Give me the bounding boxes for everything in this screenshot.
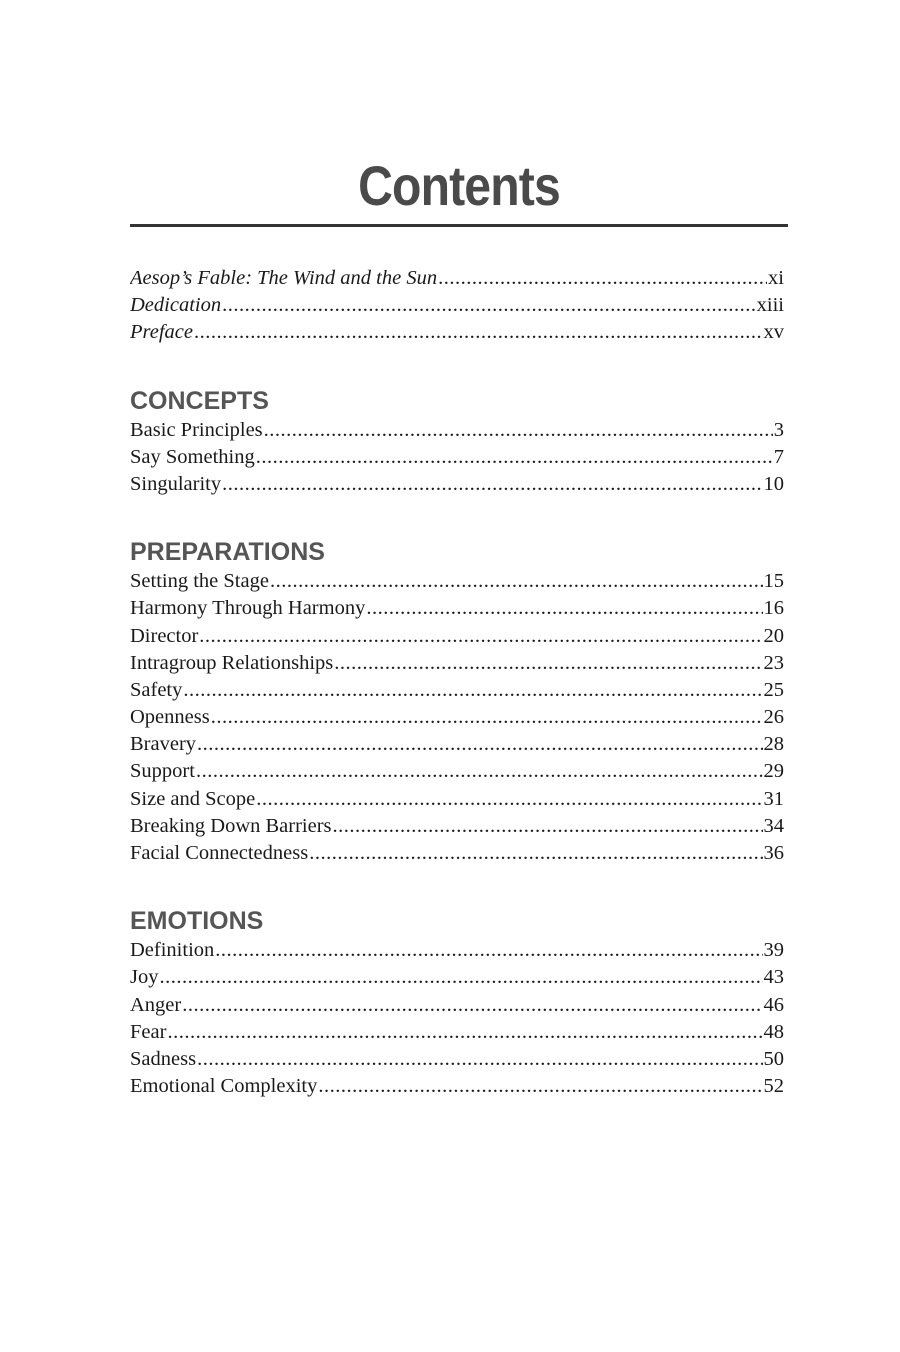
toc-entry-page: 48 xyxy=(763,1020,784,1043)
toc-entry-label: Size and Scope xyxy=(130,787,256,810)
toc-entry-page: 52 xyxy=(763,1075,784,1098)
toc-entry-sadness[interactable] xyxy=(130,1046,784,1073)
dot-leader xyxy=(183,677,762,704)
toc-entry-label: Safety xyxy=(130,678,183,701)
dot-leader xyxy=(438,265,767,292)
dot-leader xyxy=(211,704,763,731)
toc-entry-support[interactable] xyxy=(130,758,784,785)
toc-entry-label: Fear xyxy=(130,1020,167,1043)
toc-entry-label: Breaking Down Barriers xyxy=(130,814,332,837)
toc-entry-page: 43 xyxy=(763,966,784,989)
section-emotions xyxy=(130,907,784,1100)
toc-entry-page: 26 xyxy=(763,706,784,729)
toc-entry-joy[interactable] xyxy=(130,964,784,991)
toc-entry-page: 16 xyxy=(763,597,784,620)
dot-leader xyxy=(194,319,763,346)
dot-leader xyxy=(167,1019,762,1046)
section-heading: EMOTIONS xyxy=(130,907,264,936)
dot-leader xyxy=(222,292,756,319)
toc-entry-label: Singularity xyxy=(130,472,222,495)
toc-entry-page: 36 xyxy=(763,842,784,864)
dot-leader xyxy=(333,813,763,840)
toc-entry-label: Basic Principles xyxy=(130,418,263,441)
toc-entry-definition[interactable] xyxy=(130,937,784,964)
toc-entry-fear[interactable] xyxy=(130,1019,784,1046)
section-heading: PREPARATIONS xyxy=(130,538,325,567)
toc-entry-page: 15 xyxy=(763,570,784,593)
toc-entry-label: Definition xyxy=(130,939,215,962)
dot-leader xyxy=(196,758,763,785)
toc-entry-page: 34 xyxy=(763,814,784,837)
dot-leader xyxy=(309,840,762,867)
toc-entry-label: Preface xyxy=(130,321,193,344)
toc-entry-dedication[interactable] xyxy=(130,292,784,319)
toc-entry-bravery[interactable] xyxy=(130,731,784,758)
title-rule xyxy=(130,224,788,227)
toc-entry-page: 29 xyxy=(763,760,784,783)
dot-leader xyxy=(199,623,762,650)
toc-entry-safety[interactable] xyxy=(130,677,784,704)
dot-leader xyxy=(366,595,762,622)
toc-entry-label: Director xyxy=(130,624,199,647)
toc-entry-singularity[interactable] xyxy=(130,471,784,498)
toc-entry-page: 31 xyxy=(763,787,784,810)
dot-leader xyxy=(197,1046,762,1073)
dot-leader xyxy=(334,650,762,677)
toc-entry-breaking-down-barriers[interactable] xyxy=(130,813,784,840)
section-heading: CONCEPTS xyxy=(130,386,269,415)
toc-entry-page: xv xyxy=(763,321,784,344)
toc-entry-director[interactable] xyxy=(130,623,784,650)
toc-entry-preface[interactable] xyxy=(130,319,784,346)
dot-leader xyxy=(222,471,762,498)
toc-entry-page: 7 xyxy=(773,445,784,468)
toc-entry-openness[interactable] xyxy=(130,704,784,731)
section-preparations xyxy=(130,538,784,867)
toc-entry-page: 23 xyxy=(763,651,784,674)
page-title: Contents xyxy=(358,154,560,217)
toc-entry-page: 25 xyxy=(763,678,784,701)
dot-leader xyxy=(256,786,762,813)
section-concepts xyxy=(130,387,784,499)
front-matter-list xyxy=(130,265,784,347)
toc-entry-emotional-complexity[interactable] xyxy=(130,1073,784,1100)
toc-entry-label: Openness xyxy=(130,706,210,729)
toc-entry-page: 3 xyxy=(773,418,784,441)
toc-entry-page: 46 xyxy=(763,993,784,1016)
toc-entry-label: Facial Connectedness xyxy=(130,842,309,864)
toc-entry-intragroup-relationships[interactable] xyxy=(130,650,784,677)
dot-leader xyxy=(256,444,773,471)
dot-leader xyxy=(264,417,773,444)
toc-entry-page: 10 xyxy=(763,472,784,495)
toc-entry-label: Support xyxy=(130,760,195,783)
toc-entry-size-and-scope[interactable] xyxy=(130,786,784,813)
toc-entry-page: 39 xyxy=(763,939,784,962)
toc-entry-say-something[interactable] xyxy=(130,444,784,471)
toc-entry-label: Emotional Complexity xyxy=(130,1075,318,1098)
dot-leader xyxy=(182,992,762,1019)
toc-entry-setting-the-stage[interactable] xyxy=(130,568,784,595)
toc-entry-label: Setting the Stage xyxy=(130,570,269,593)
dot-leader xyxy=(159,964,762,991)
toc-entry-page: xi xyxy=(768,267,784,289)
toc-entry-page: 50 xyxy=(763,1047,784,1070)
dot-leader xyxy=(215,937,762,964)
toc-entry-page: 28 xyxy=(763,733,784,756)
toc-entry-label: Harmony Through Harmony xyxy=(130,597,366,620)
toc-entry-label: Sadness xyxy=(130,1047,197,1070)
toc-entry-label: Bravery xyxy=(130,733,197,756)
toc-entry-aesops-fable[interactable] xyxy=(130,265,784,292)
toc-entry-harmony-through-harmony[interactable] xyxy=(130,595,784,622)
toc-entry-label: Intragroup Relationships xyxy=(130,651,334,674)
toc-entry-label: Joy xyxy=(130,966,159,989)
toc-entry-label: Dedication xyxy=(130,294,222,317)
toc-entry-basic-principles[interactable] xyxy=(130,417,784,444)
toc-entry-page: 20 xyxy=(763,624,784,647)
toc-entry-label: Say Something xyxy=(130,445,255,468)
dot-leader xyxy=(318,1073,762,1100)
dot-leader xyxy=(197,731,762,758)
dot-leader xyxy=(270,568,763,595)
toc-entry-facial-connectedness[interactable] xyxy=(130,840,784,867)
toc-entry-anger[interactable] xyxy=(130,992,784,1019)
toc-entry-page: xiii xyxy=(756,294,784,317)
contents-page xyxy=(130,150,784,1100)
toc-entry-label: Anger xyxy=(130,993,182,1016)
toc-entry-label: Aesop’s Fable: The Wind and the Sun xyxy=(130,267,438,289)
